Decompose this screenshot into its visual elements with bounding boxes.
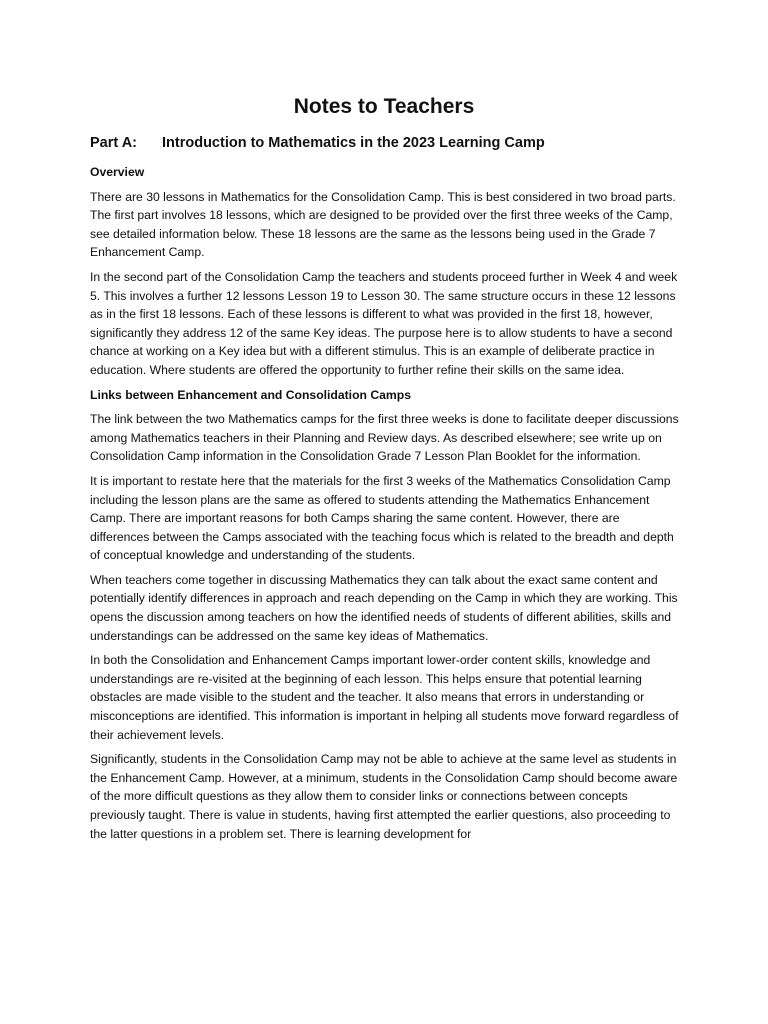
- document-title: Notes to Teachers: [293, 95, 475, 118]
- section-heading-links: Links between Enhancement and Consolidation Camps: [90, 387, 411, 402]
- paragraph: Significantly, students in the Consolidation Camp may not be able to achieve at the same level as students in the Enhancement Camp. However, at a minimum, students in the Consolidation Camp should become aware of the more difficult questions as they allow them to consider links or connections between concepts previously taught. There is value in students, having first attempted the earlier questions, also proceeding to the latter questions in a problem set. There is learning development for: [90, 752, 678, 841]
- paragraph: The link between the two Mathematics camps for the first three weeks is done to facilitate deeper discussions among Mathematics teachers in their Planning and Review days. As described elsewhere; see write up on Consolidation Camp information in the Consolidation Grade 7 Lesson Plan Booklet for the information.: [90, 412, 679, 464]
- paragraph: In both the Consolidation and Enhancement Camps important lower-order content skills, knowledge and understandings are re-visited at the beginning of each lesson. This helps ensure that potential learning obstacles are made visible to the student and the teacher. It also means that errors in understanding or misconceptions are identified. This information is important in helping all students move forward regardless of their achievement levels.: [90, 653, 679, 742]
- part-title: Introduction to Mathematics in the 2023 Learning Camp: [162, 135, 545, 151]
- paragraph: It is important to restate here that the materials for the first 3 weeks of the Mathematics Consolidation Camp including the lesson plans are the same as offered to students attending the Mathematics Enhancement Camp. There are important reasons for both Camps sharing the same content. However, there are differences between the Camps associated with the teaching focus which is related to the breadth and depth of conceptual knowledge and understanding of the students.: [90, 473, 674, 563]
- paragraph: In the second part of the Consolidation Camp the teachers and students proceed further in Week 4 and week 5. This involves a further 12 lessons Lesson 19 to Lesson 30. The same structure occurs in these 12 lessons as in the first 18 lessons. Each of these lessons is different to what was provided in the first 18, however, significantly they address 12 of the same Key ideas. The purpose here is to allow students to have a second chance at working on a Key idea but with a different stimulus. This is an example of deliberate practice in education. Where students are offered the opportunity to further refine their skills on the same idea.: [90, 269, 678, 377]
- part-label: Part A:: [90, 135, 137, 151]
- part-heading: [90, 135, 545, 151]
- paragraph: When teachers come together in discussing Mathematics they can talk about the exact same content and potentially identify differences in approach and reach depending on the Camp in which they are working. This opens the discussion among teachers on how the identified needs of students of different abilities, skills and understandings can be addressed on the same key ideas of Mathematics.: [90, 572, 678, 643]
- document-body: [90, 163, 682, 849]
- paragraph: There are 30 lessons in Mathematics for the Consolidation Camp. This is best considered in two broad parts. The first part involves 18 lessons, which are designed to be provided over the first three weeks of the Camp, see detailed information below. These 18 lessons are the same as the lessons being used in the Grade 7 Enhancement Camp.: [90, 189, 676, 260]
- section-heading-overview: Overview: [90, 165, 145, 179]
